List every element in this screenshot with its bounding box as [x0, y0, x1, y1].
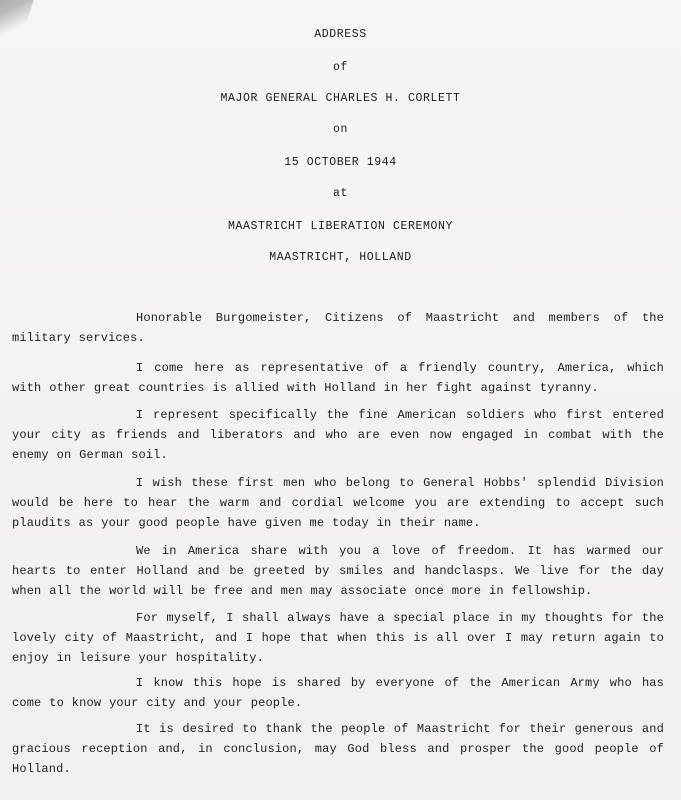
address-heading: ADDRESS [314, 28, 367, 41]
paragraph-representative: I come here as representative of a friendly country, America, which with other great countries is allied with Holland in her fight against tyranny. [12, 361, 664, 395]
heading-at: at [332, 187, 348, 200]
paragraph-closing: It is desired to thank the people of Maastricht for their generous and gracious reception and, in conclusion, may God bless and prosper the good people of Holland. [12, 722, 664, 776]
paragraph-army: I know this hope is shared by everyone of the American Army who has come to know your city and your people. [12, 676, 664, 710]
paragraph-division: I wish these first men who belong to General Hobbs' splendid Division would be here to hear the warm and cordial welcome you are extending to accept such plaudits as your good people have given me today in their name. [12, 476, 664, 530]
paragraph-salutation: Honorable Burgomeister, Citizens of Maastricht and members of the military services. [12, 311, 664, 345]
address-date: 15 OCTOBER 1944 [284, 156, 397, 169]
heading-on: on [332, 123, 348, 136]
paragraph-freedom: We in America share with you a love of freedom. It has warmed our hearts to enter Holland and be greeted by smiles and handclasps. We live for the day when all the world will be free and men may associate once more in fellowship. [12, 544, 664, 598]
paragraph-maastricht: For myself, I shall always have a special place in my thoughts for the lovely city of Maastricht, and I hope that when this is all over I may return again to enjoy in leisure your hospitality. [12, 611, 664, 665]
heading-of: of [332, 61, 348, 74]
paragraph-soldiers: I represent specifically the fine American soldiers who first entered your city as friends and liberators and who are even now engaged in combat with the enemy on German soil. [12, 408, 664, 462]
event-name: MAASTRICHT LIBERATION CEREMONY [227, 220, 454, 233]
event-location: MAASTRICHT, HOLLAND [269, 251, 412, 264]
speaker-name: MAJOR GENERAL CHARLES H. CORLETT [220, 92, 461, 105]
